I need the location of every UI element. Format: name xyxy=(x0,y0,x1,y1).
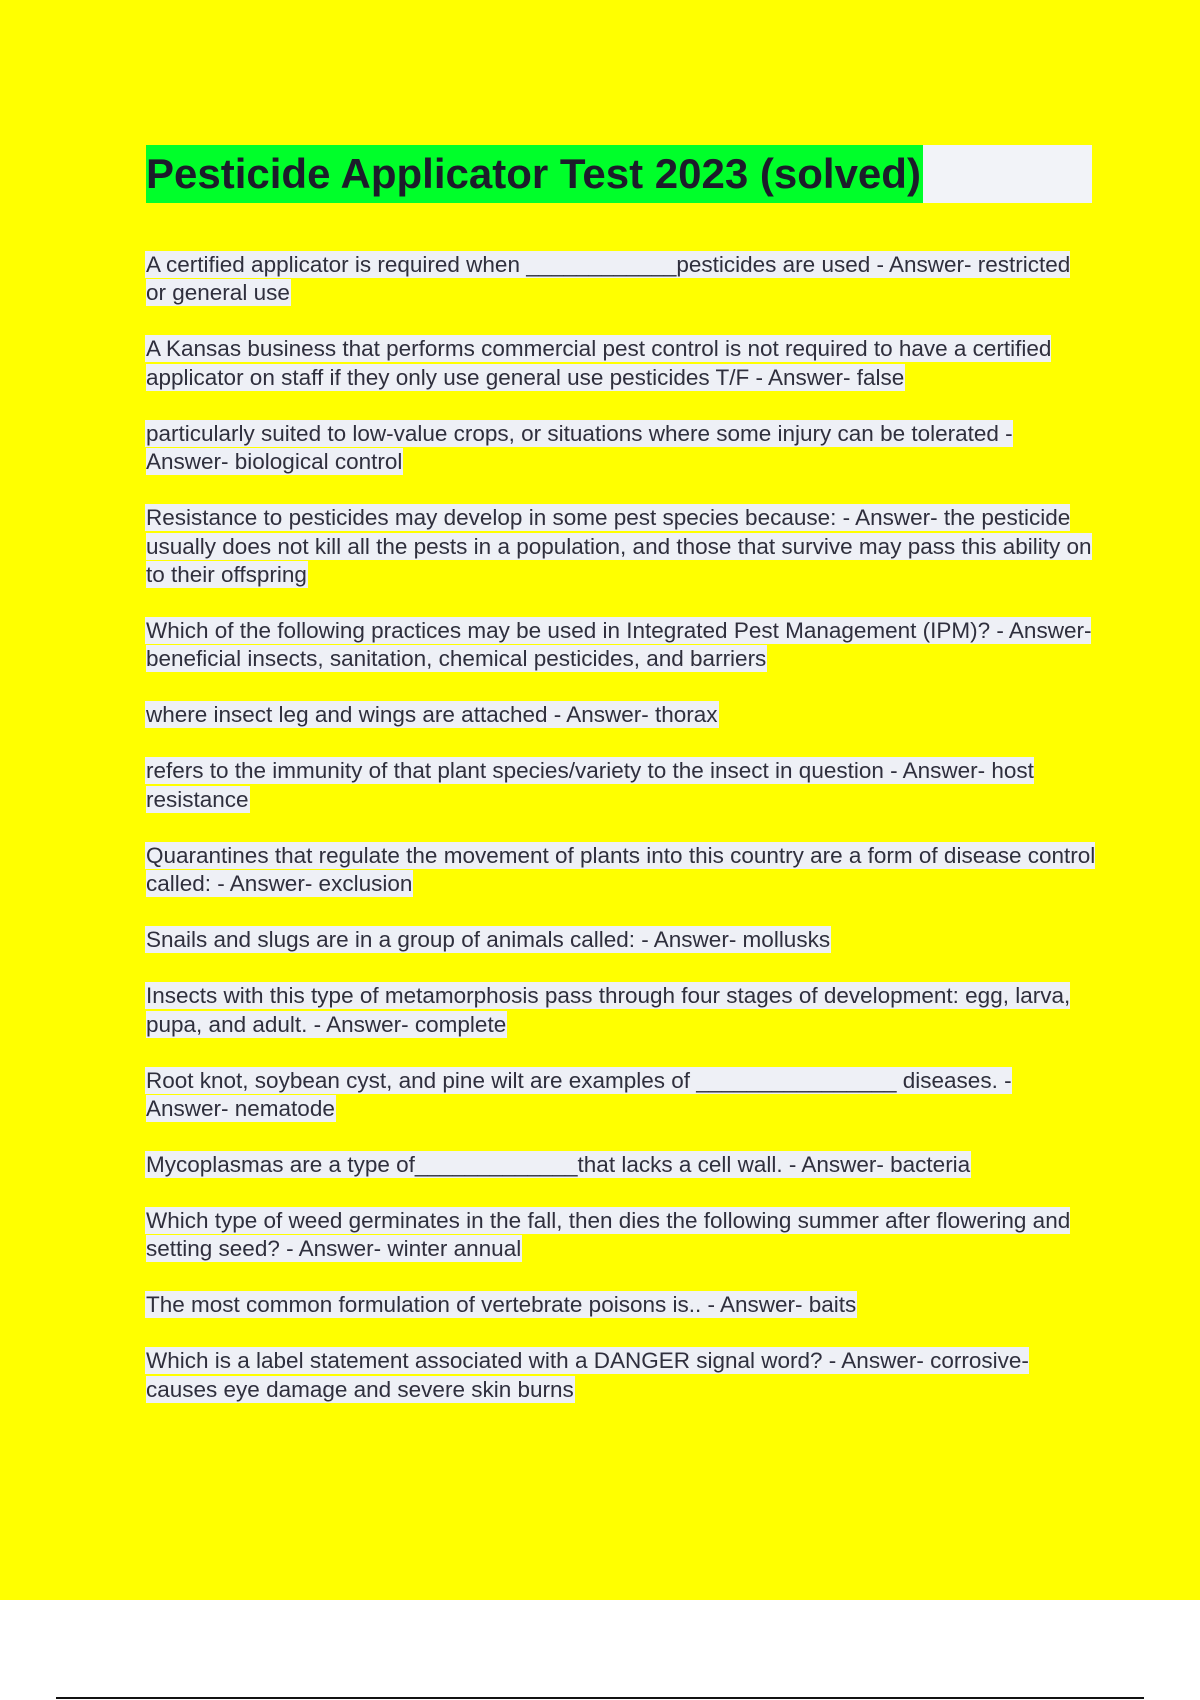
qa-item-5 xyxy=(146,617,1096,674)
qa-item-6 xyxy=(146,701,1096,729)
qa-item-14 xyxy=(146,1291,1096,1319)
question-answer-list xyxy=(146,251,1096,1404)
qa-item-2 xyxy=(146,335,1096,392)
qa-text: Which of the following practices may be used in Integrated Pest Management (IPM)? - Answer- beneficial insects, sanitation, chemical pesticides, and barriers xyxy=(146,618,1092,672)
qa-item-9 xyxy=(146,926,1096,954)
qa-text: A Kansas business that performs commercial pest control is not required to have a certified applicator on staff if they only use general use pesticides T/F - Answer- false xyxy=(146,336,1052,390)
title-block xyxy=(146,145,1096,203)
qa-text: where insect leg and wings are attached - Answer- thorax xyxy=(146,702,718,728)
qa-text: The most common formulation of vertebrate poisons is.. - Answer- baits xyxy=(146,1292,857,1318)
qa-text: Snails and slugs are in a group of animals called: - Answer- mollusks xyxy=(146,927,831,953)
qa-item-4 xyxy=(146,504,1096,589)
qa-text: A certified applicator is required when ____________pesticides are used - Answer- restricted or general use xyxy=(146,252,1071,306)
footer-divider xyxy=(56,1697,1144,1699)
qa-item-15 xyxy=(146,1347,1096,1404)
qa-item-12 xyxy=(146,1151,1096,1179)
qa-item-11 xyxy=(146,1067,1096,1124)
qa-item-8 xyxy=(146,842,1096,899)
qa-text: particularly suited to low-value crops, or situations where some injury can be tolerated - Answer- biological control xyxy=(146,420,1013,475)
document-title: Pesticide Applicator Test 2023 (solved) xyxy=(146,145,923,203)
qa-text: Quarantines that regulate the movement of plants into this country are a form of disease control called: - Answer- exclusion xyxy=(146,842,1096,897)
qa-text: Which is a label statement associated with a DANGER signal word? - Answer- corrosive-causes eye damage and severe skin burns xyxy=(146,1348,1029,1402)
qa-item-3 xyxy=(146,420,1096,477)
document-body xyxy=(146,145,1096,1432)
qa-text: Mycoplasmas are a type of_____________that lacks a cell wall. - Answer- bacteria xyxy=(146,1152,971,1178)
qa-item-13 xyxy=(146,1207,1096,1264)
qa-text: Root knot, soybean cyst, and pine wilt are examples of ________________ diseases. - Answer- nematode xyxy=(146,1067,1012,1122)
qa-item-1 xyxy=(146,251,1096,308)
qa-item-7 xyxy=(146,757,1096,814)
qa-text: Which type of weed germinates in the fall, then dies the following summer after flowering and setting seed? - Answer- winter annual xyxy=(146,1208,1071,1262)
qa-text: Insects with this type of metamorphosis pass through four stages of development: egg, larva, pupa, and adult. - Answer- complete xyxy=(146,983,1071,1037)
qa-item-10 xyxy=(146,982,1096,1039)
qa-text: Resistance to pesticides may develop in some pest species because: - Answer- the pesticide usually does not kill all the pests in a population, and those that survive may pass this ability on to their offspring xyxy=(146,505,1092,588)
qa-text: refers to the immunity of that plant species/variety to the insect in question - Answer- host resistance xyxy=(146,758,1034,812)
